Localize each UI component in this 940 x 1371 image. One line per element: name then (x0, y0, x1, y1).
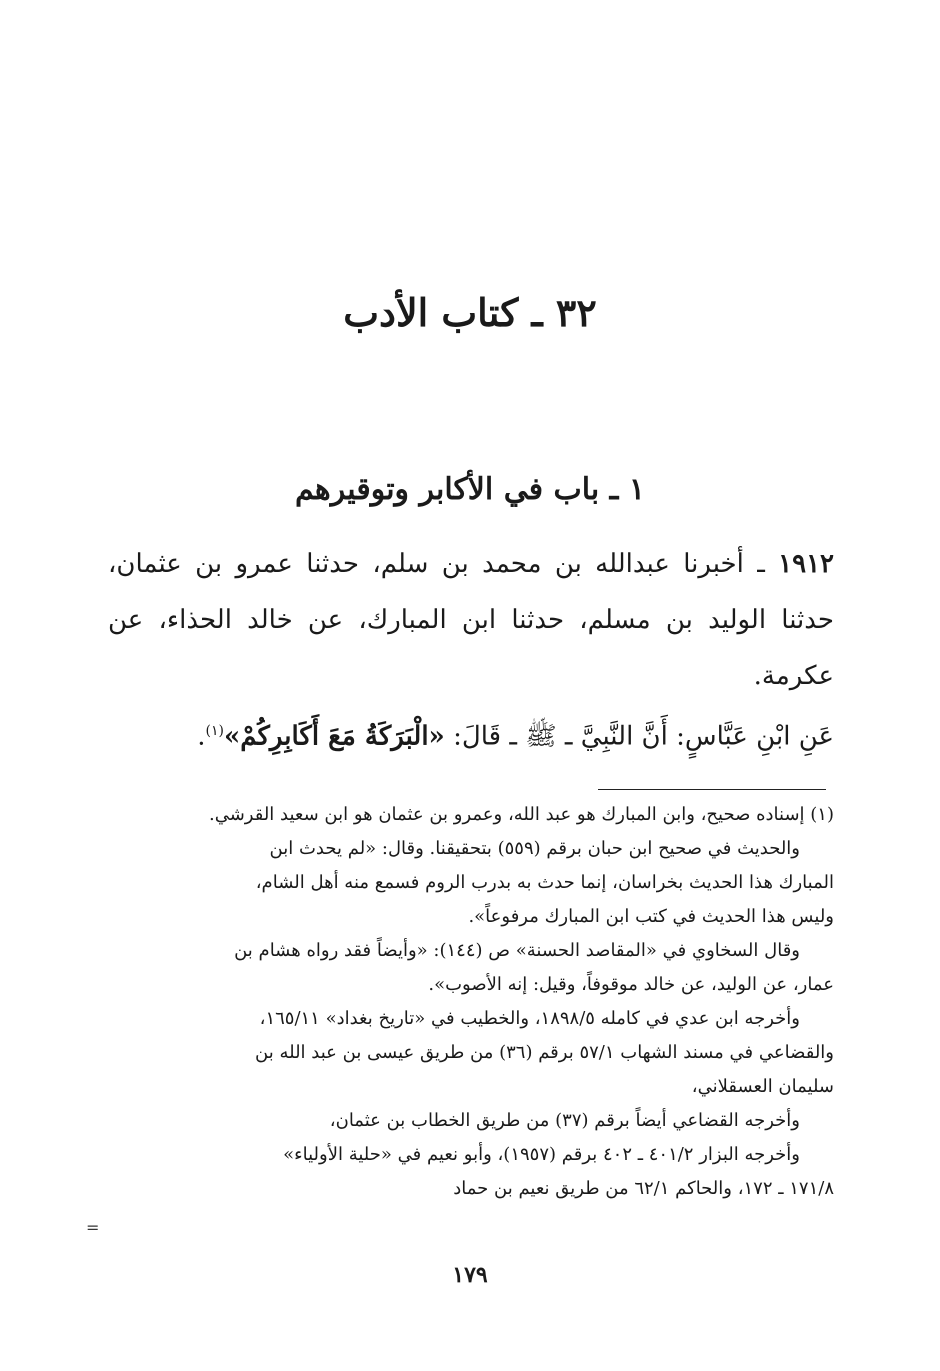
footnote-line: والقضاعي في مسند الشهاب ٥٧/١ برقم (٣٦) من طريق عيسى بن عبد الله بن (255, 1042, 834, 1063)
hadith-number: ١٩١٢ (778, 549, 834, 579)
footnote-line: والحديث في صحيح ابن حبان برقم (٥٥٩) بتحقيقنا. وقال: «لم يحدث ابن (269, 838, 800, 859)
matn-quote: «الْبَرَكَةُ مَعَ أَكَابِرِكُمْ» (224, 721, 445, 752)
hadith-matn (108, 708, 834, 760)
isnad-text: ـ أخبرنا عبدالله بن محمد بن سلم، حدثنا عمرو بن عثمان، حدثنا الوليد بن مسلم، حدثنا ابن المبارك، عن خالد الحذاء، عن عكرمة. (108, 549, 834, 691)
continuation-mark: = (86, 1218, 100, 1237)
footnotes (100, 798, 834, 1206)
matn-intro: عَنِ ابْنِ عَبَّاسٍ: أَنَّ النَّبِيَّ ـ ﷺ ـ قَالَ: (444, 721, 834, 752)
footnote-line: وأخرجه القضاعي أيضاً برقم (٣٧) من طريق الخطاب بن عثمان، (329, 1110, 800, 1131)
footnote-line: عمار، عن الوليد، عن خالد موقوفاً، وقيل: إنه الأصوب». (428, 974, 834, 995)
page-number: ١٧٩ (452, 1262, 488, 1288)
chapter-title: ١ ـ باب في الأكابر وتوقيرهم (294, 472, 646, 507)
hadith-isnad (108, 536, 834, 704)
matn-end: . (197, 721, 206, 752)
footnote-line: وأخرجه ابن عدي في كامله ١٨٩٨/٥، والخطيب في «تاريخ بغداد» ١٦٥/١١، (259, 1008, 800, 1029)
footnote-line: المبارك هذا الحديث بخراسان، إنما حدث به بدرب الروم فسمع منه أهل الشام، (255, 872, 834, 893)
footnote-line: ١٧١/٨ ـ ١٧٢، والحاكم ٦٢/١ من طريق نعيم بن حماد (453, 1178, 834, 1199)
footnote-line: وليس هذا الحديث في كتب ابن المبارك مرفوعاً». (468, 906, 834, 927)
footnote-reference: (١) (205, 723, 224, 739)
footnote-line: سليمان العسقلاني، (691, 1076, 834, 1097)
footnote-line: وأخرجه البزار ٤٠١/٢ ـ ٤٠٢ برقم (١٩٥٧)، وأبو نعيم في «حلية الأولياء» (283, 1144, 800, 1165)
footnote-divider (598, 789, 826, 790)
footnote-line: (١) إسناده صحيح، وابن المبارك هو عبد الله، وعمرو بن عثمان هو ابن سعيد القرشي. (208, 804, 834, 825)
footnote-line: وقال السخاوي في «المقاصد الحسنة» ص (١٤٤): «وأيضاً فقد رواه هشام بن (234, 940, 800, 961)
book-title: ٣٢ ـ كتاب الأدب (343, 290, 597, 335)
